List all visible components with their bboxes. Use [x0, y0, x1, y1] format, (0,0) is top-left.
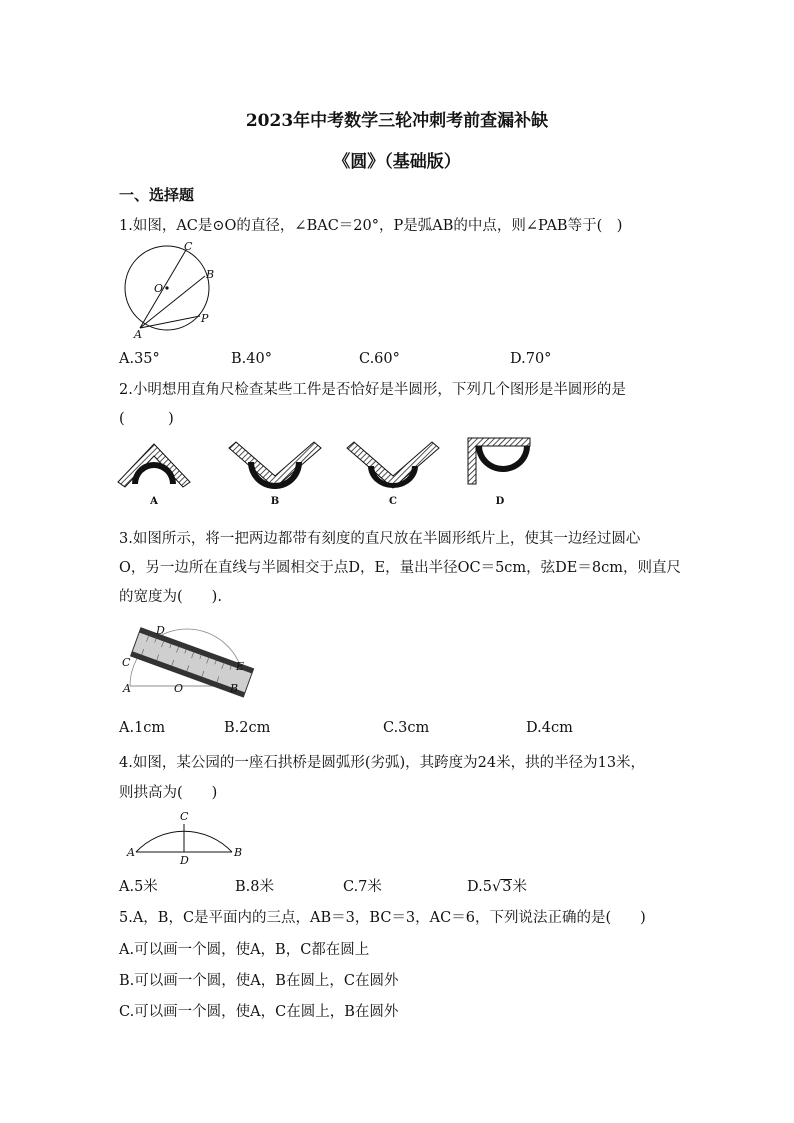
q4-arch-figure — [124, 806, 244, 866]
q4-option-a[interactable]: A.5米 — [119, 879, 158, 895]
q1-option-c[interactable]: C.60° — [359, 351, 400, 367]
q4-stem-line1: 4.如图，某公园的一座石拱桥是圆弧形(劣弧)，其跨度为24米，拱的半径为13米， — [119, 755, 646, 771]
q4-label-b: B — [234, 846, 243, 859]
q5-option-a[interactable]: A.可以画一个圆，使A，B，C都在圆上 — [119, 942, 370, 958]
q3-label-o: O — [174, 682, 184, 695]
q4-option-d-prefix: D.5 — [467, 879, 492, 895]
q3-ruler-figure — [118, 622, 258, 702]
q4-option-d-radicand: 3 — [502, 879, 512, 895]
q3-option-c[interactable]: C.3cm — [383, 720, 430, 736]
q3-option-a[interactable]: A.1cm — [119, 720, 166, 736]
q3-stem-line1: 3.如图所示，将一把两边都带有刻度的直尺放在半圆形纸片上，使其一边经过圆心 — [119, 531, 641, 547]
q3-label-c: C — [122, 656, 131, 669]
q4-stem-line2: 则拱高为( ) — [119, 785, 218, 801]
document-title: 2023年中考数学三轮冲刺考前查漏补缺 — [245, 111, 549, 131]
q5-option-c[interactable]: C.可以画一个圆，使A，C在圆上，B在圆外 — [119, 1004, 399, 1020]
q1-stem: 1.如图，AC是⊙O的直径，∠BAC＝20°，P是弧AB的中点，则∠PAB等于( ) — [119, 218, 623, 234]
q2-label-d: D — [495, 496, 505, 507]
q3-label-e: E — [236, 660, 245, 673]
sqrt-symbol: √ — [491, 879, 502, 895]
q3-label-d: D — [156, 624, 165, 637]
q4-option-b[interactable]: B.8米 — [235, 879, 274, 895]
q2-stem-line1: 2.小明想用直角尺检查某些工件是否恰好是半圆形，下列几个图形是半圆形的是 — [119, 382, 626, 398]
q4-label-a: A — [127, 846, 135, 859]
q1-label-a: A — [134, 328, 142, 341]
q1-label-o: O — [154, 282, 164, 295]
q1-option-d[interactable]: D.70° — [510, 351, 552, 367]
q2-label-b: B — [270, 496, 280, 507]
q2-label-c: C — [389, 496, 397, 507]
q2-stem-line2: ( ) — [119, 411, 174, 427]
q1-circle-figure — [118, 242, 228, 342]
q2-label-a: A — [150, 496, 158, 507]
q4-label-c: C — [180, 810, 189, 823]
q5-stem: 5.A，B，C是平面内的三点，AB＝3，BC＝3，AC＝6，下列说法正确的是( ) — [119, 910, 646, 926]
section-heading: 一、选择题 — [119, 186, 195, 204]
q4-option-c[interactable]: C.7米 — [343, 879, 382, 895]
q3-stem-line2: O，另一边所在直线与半圆相交于点D，E，量出半径OC＝5cm，弦DE＝8cm，则直尺 — [119, 560, 681, 576]
q3-option-d[interactable]: D.4cm — [526, 720, 573, 736]
q5-option-b[interactable]: B.可以画一个圆，使A，B在圆上，C在圆外 — [119, 973, 399, 989]
q1-label-c: C — [184, 240, 193, 253]
q4-label-d: D — [180, 854, 189, 867]
q3-stem-line3: 的宽度为( ). — [119, 589, 222, 605]
q4-option-d[interactable] — [467, 875, 527, 896]
document-subtitle: 《圆》（基础版） — [333, 152, 461, 172]
q4-option-d-suffix: 米 — [512, 879, 527, 895]
q1-option-b[interactable]: B.40° — [231, 351, 272, 367]
q1-label-p: P — [201, 312, 209, 325]
q3-label-b: B — [230, 682, 239, 695]
q3-label-a: A — [123, 682, 131, 695]
q1-label-b: B — [206, 268, 215, 281]
q1-option-a[interactable]: A.35° — [119, 351, 160, 367]
q2-shapes-figure — [110, 432, 550, 512]
q3-option-b[interactable]: B.2cm — [224, 720, 271, 736]
